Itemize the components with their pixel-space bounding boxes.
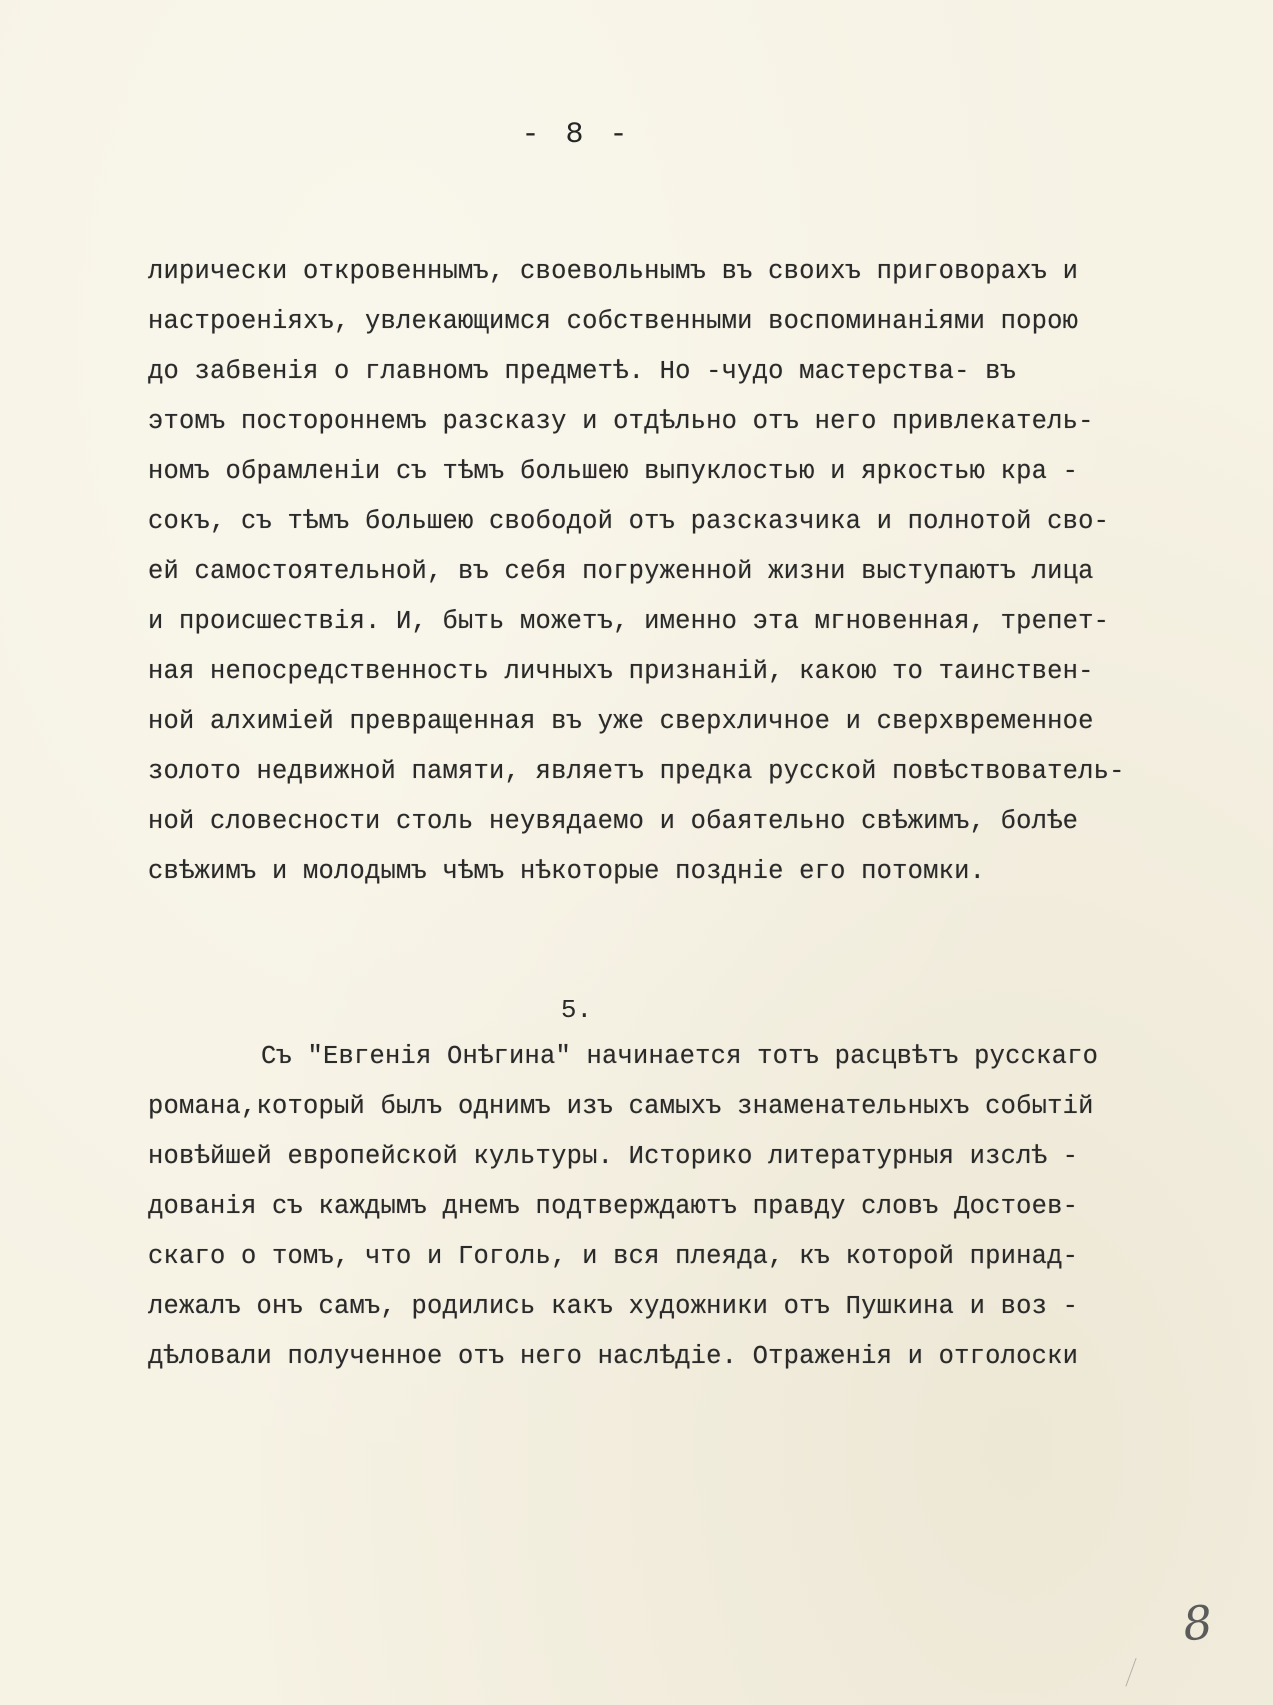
- text-line: ной алхиміей превращенная въ уже сверхличное и сверхвременное: [148, 707, 1094, 736]
- text-line: номъ обрамленіи съ тѣмъ большею выпуклостью и яркостью кра -: [148, 457, 1079, 486]
- text-line: ной словесности столь неувядаемо и обаятельно свѣжимъ, болѣе: [148, 807, 1079, 836]
- text-line: настроеніяхъ, увлекающимся собственными воспоминаніями порою: [148, 307, 1079, 336]
- text-line: лирически откровеннымъ, своевольнымъ въ своихъ приговорахъ и: [148, 257, 1079, 286]
- page-number: - 8 -: [521, 118, 632, 152]
- text-line: Съ "Евгенія Онѣгина" начинается тотъ расцвѣтъ русскаго: [261, 1042, 1099, 1071]
- handwritten-page-number: 8: [1180, 1594, 1216, 1652]
- paragraph-2: [148, 1032, 1208, 1382]
- pencil-mark: [1125, 1658, 1151, 1692]
- text-line: новѣйшей европейской культуры. Историко литературныя изслѣ -: [148, 1142, 1079, 1171]
- text-line: свѣжимъ и молодымъ чѣмъ нѣкоторые поздніе его потомки.: [148, 857, 986, 886]
- text-line: скаго о томъ, что и Гоголь, и вся плеяда, къ которой принад-: [148, 1242, 1079, 1271]
- paragraph-1: [148, 247, 1208, 897]
- text-line: дованія съ каждымъ днемъ подтверждаютъ правду словъ Достоев-: [148, 1192, 1079, 1221]
- section-number: 5.: [560, 995, 593, 1025]
- text-line: и происшествія. И, быть можетъ, именно эта мгновенная, трепет-: [148, 607, 1110, 636]
- text-line: ей самостоятельной, въ себя погруженной жизни выступаютъ лица: [148, 557, 1094, 586]
- section-heading: [0, 995, 1153, 1025]
- text-line: лежалъ онъ самъ, родились какъ художники отъ Пушкина и воз -: [148, 1292, 1079, 1321]
- text-line: ная непосредственность личныхъ признаній, какою то таинствен-: [148, 657, 1094, 686]
- text-line: дѣловали полученное отъ него наслѣдіе. Отраженія и отголоски: [148, 1342, 1079, 1371]
- text-line: сокъ, съ тѣмъ большею свободой отъ разсказчика и полнотой сво-: [148, 507, 1110, 536]
- text-line: золото недвижной памяти, являетъ предка русской повѣствователь-: [148, 757, 1125, 786]
- text-line: до забвенія о главномъ предметѣ. Но -чудо мастерства- въ: [148, 357, 1017, 386]
- text-line: романа,который былъ однимъ изъ самыхъ знаменательныхъ событій: [148, 1092, 1094, 1121]
- text-line: этомъ постороннемъ разсказу и отдѣльно отъ него привлекатель-: [148, 407, 1094, 436]
